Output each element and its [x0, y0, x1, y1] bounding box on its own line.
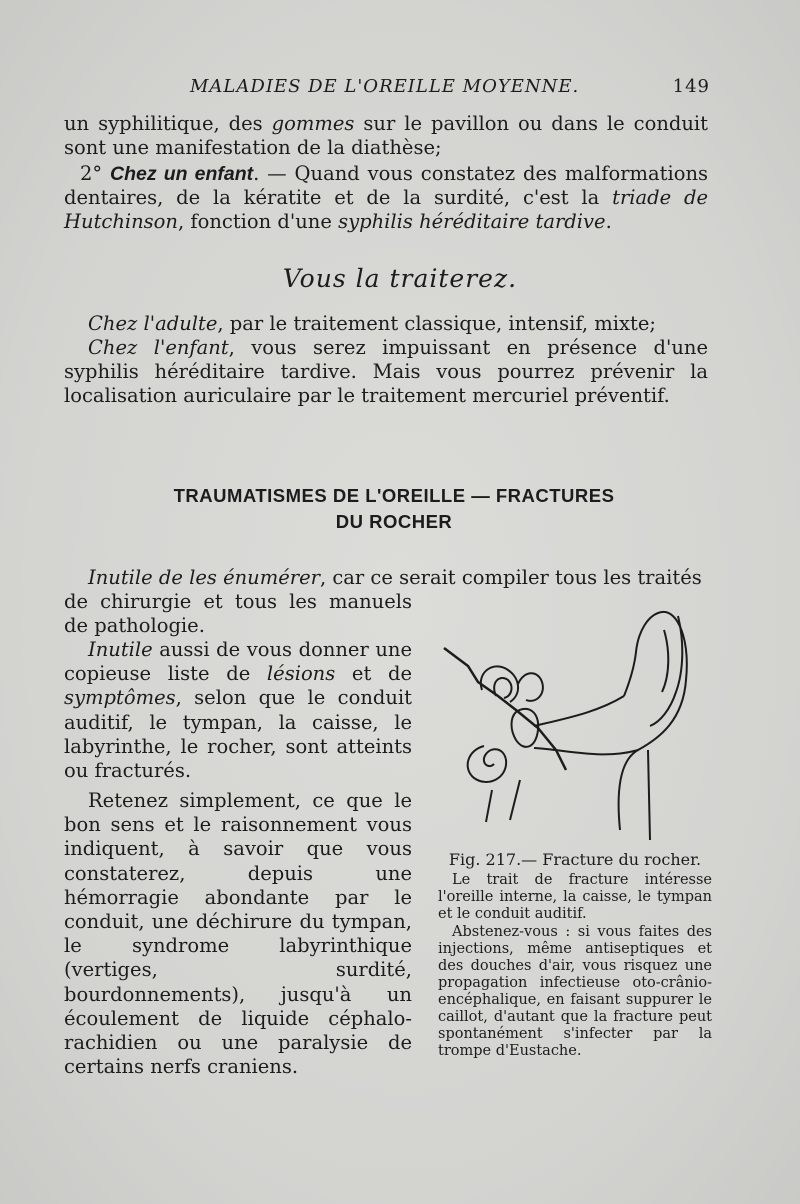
paragraph-retain: Retenez simplement, ce que le bon sens et le raisonnement vous indiquent, à savoir que vous constaterez, depuis une hémorragie abondante par le conduit, une déchirure du tympan, le syndrome labyrinthique (vertiges, surdité, bourdonnements), jusqu'à un écoulement de liquide céphalo-rachidien ou une paralysie de certains nerfs craniens.	[64, 789, 412, 1079]
subheading: Vous la traiterez.	[282, 264, 518, 293]
neck-line-right	[510, 780, 520, 820]
pinna-inner	[650, 616, 682, 726]
neck-line-left	[486, 790, 492, 822]
running-header	[190, 76, 710, 97]
treatment-child: Chez l'enfant, vous serez impuissant en présence d'une syphilis héréditaire tardive. Mais vous pourrez prévenir la localisation auriculaire par le traitement mercuriel préventif.	[64, 336, 708, 407]
running-title: MALADIES DE L'OREILLE MOYENNE.	[190, 76, 580, 97]
ear-canal-lower	[534, 748, 638, 754]
paragraph-enumerate-a: Inutile de les énumérer, car ce serait compiler tous les traités	[88, 566, 702, 589]
fracture-line	[444, 648, 566, 770]
intro-paragraph-adult: un syphilitique, des gommes sur le pavillon ou dans le conduit sont une manifestation de la diathèse;	[64, 112, 708, 159]
figure-caption-body: Le trait de fracture intéresse l'oreille interne, la caisse, le tympan et le conduit auditif.	[438, 872, 712, 922]
semicircular-canals	[481, 666, 543, 702]
ear-lobe-line	[648, 750, 650, 840]
middle-ear	[512, 709, 539, 747]
cochlea	[468, 746, 506, 782]
pinna-helix	[662, 630, 668, 692]
section-title: TRAUMATISMES DE L'OREILLE — FRACTURES DU ROCHER	[173, 485, 615, 532]
treatment-adult: Chez l'adulte, par le traitement classique, intensif, mixte;	[88, 312, 656, 335]
figure-caption-title: Fig. 217.— Fracture du rocher.	[448, 850, 702, 869]
figure-caption-advice: Abstenez-vous : si vous faites des injections, même antiseptiques et des douches d'air, vous risquez une propagation infectieuse oto-crânio-encéphalique, en faisant suppurer le caillot, d'autant que la fracture peut spontanément s'infecter par la trompe d'Eustache.	[438, 924, 712, 1059]
paragraph-list: Inutile aussi de vous donner une copieuse liste de lésions et de symptômes, selon que le conduit auditif, le tympan, la caisse, le labyrinthe, le rocher, sont atteints ou fracturés.	[64, 638, 412, 783]
pinna-outline	[619, 612, 687, 830]
page-number: 149	[672, 76, 710, 97]
enfant-label: Chez un enfant	[110, 163, 254, 185]
paragraph-enumerate-b: de chirurgie et tous les manuels de pathologie.	[64, 590, 412, 638]
ear-canal-upper	[534, 696, 624, 726]
ear-fracture-illustration	[438, 600, 718, 840]
intro-paragraph-child: 2° Chez un enfant. — Quand vous constatez des malformations dentaires, de la kératite et de la surdité, c'est la triade de Hutchinson, fonction d'une syphilis héréditaire tardive.	[64, 162, 709, 233]
